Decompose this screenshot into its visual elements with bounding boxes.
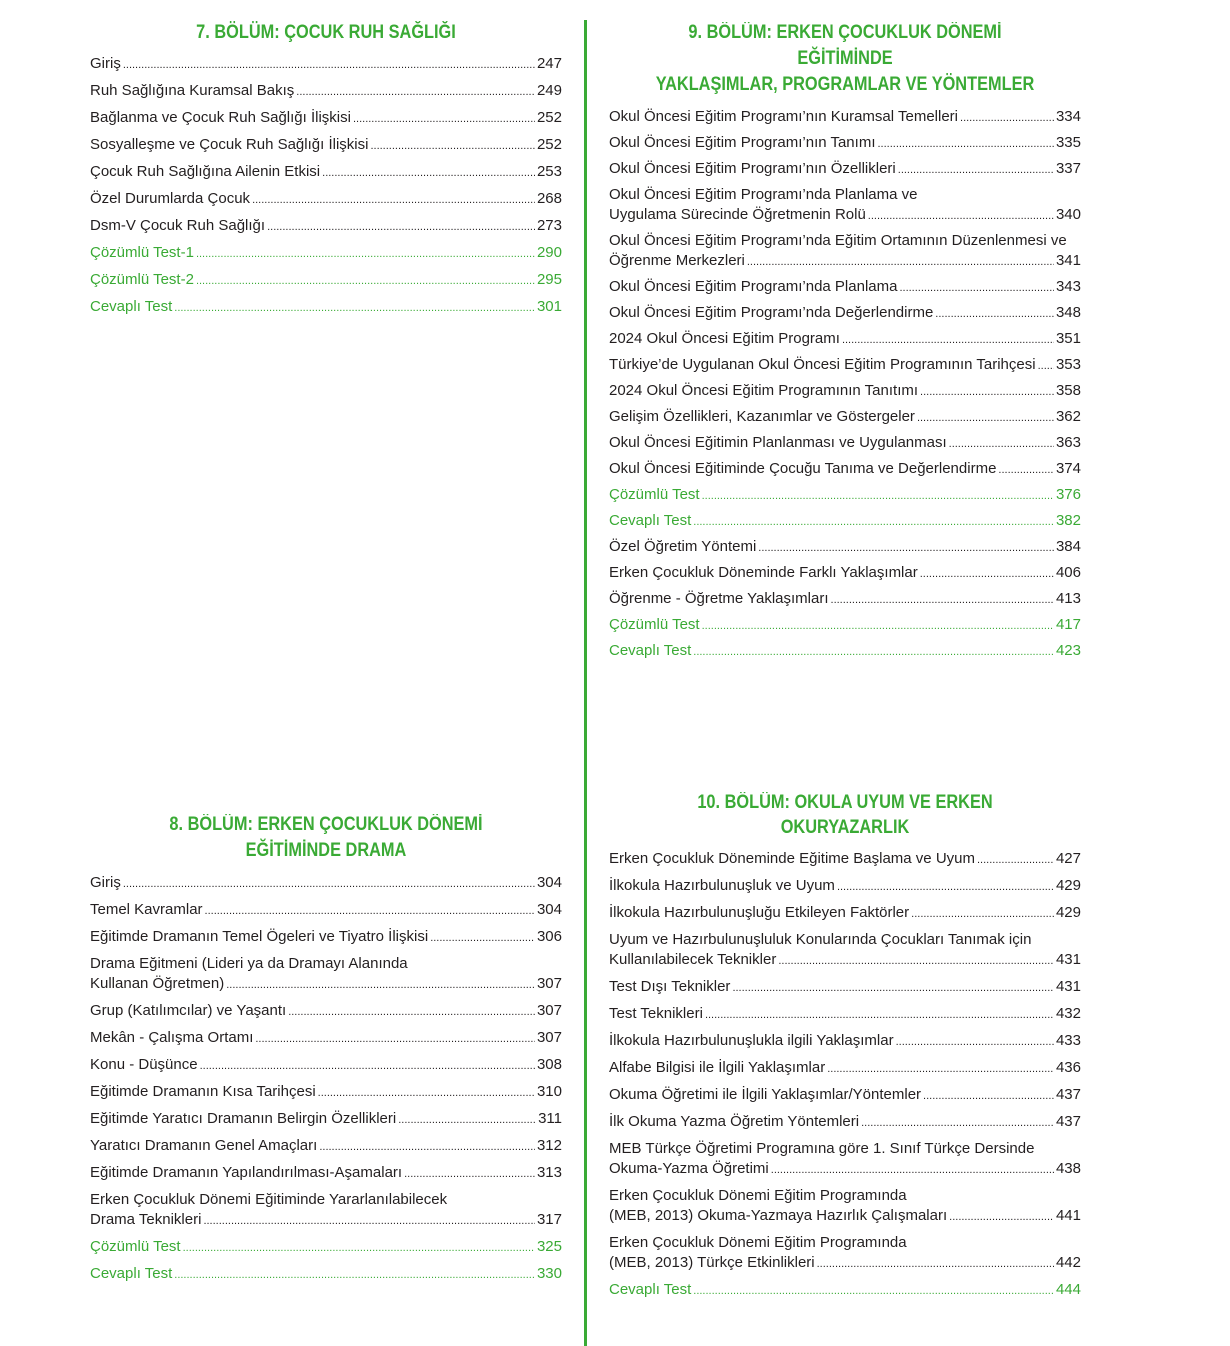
dot-leader [255,1028,535,1049]
toc-entry-label: Okul Öncesi Eğitim Programı’nın Özellikleri [609,159,896,177]
toc-entry-label: Türkiye’de Uygulanan Okul Öncesi Eğitim Programının Tarihçesi [609,355,1036,373]
toc-entry-page-number: 413 [1055,589,1081,607]
toc-entry-label: Cevaplı Test [90,1265,173,1282]
toc-entry-label: Cevaplı Test [609,641,692,659]
toc-entry[interactable] [90,1187,562,1234]
dot-leader [404,1163,535,1184]
toc-entry-page-number: 437 [1055,1086,1081,1103]
toc-entry-page-number: 362 [1055,407,1081,425]
toc-entry[interactable] [609,1230,1081,1277]
toc-entry-label: Cevaplı Test [609,511,692,529]
dot-leader [732,977,1054,998]
toc-entry-label-line1: MEB Türkçe Öğretimi Programına göre 1. Sınıf Türkçe Dersinde [609,1140,1035,1157]
chapter-9-title [642,20,1048,98]
toc-entry-label-line1: Erken Çocukluk Dönemi Eğitim Programında [609,1234,907,1251]
toc-entry[interactable] [609,228,1081,274]
toc-entry-page-number: 304 [536,901,562,918]
chapter-9-title-line2: YAKLAŞIMLAR, PROGRAMLAR VE YÖNTEMLER [655,74,1035,95]
toc-entry[interactable] [609,560,1081,586]
toc-entry-page-number: 325 [536,1238,562,1255]
toc-entry-page-number: 311 [538,1110,562,1127]
dot-leader [831,589,1054,610]
dot-leader [949,1206,1054,1227]
toc-entry[interactable] [90,267,562,294]
toc-entry[interactable] [90,1052,562,1079]
toc-entry-page-number: 295 [536,271,562,288]
dot-leader [920,381,1054,402]
dot-leader [923,1085,1054,1106]
toc-entry-label: Çocuk Ruh Sağlığına Ailenin Etkisi [90,163,321,180]
toc-entry-label: Okul Öncesi Eğitimin Planlanması ve Uygulanması [609,433,947,451]
toc-entry-label: Kullanılabilecek Teknikler [609,951,777,968]
chapter-8 [90,812,562,1288]
dot-leader [318,1082,535,1103]
chapter-8-entries [90,870,562,1288]
toc-entry-page-number: 301 [536,298,562,315]
dot-leader [123,54,535,75]
toc-entry-page-number: 306 [536,928,562,945]
toc-entry-label: Test Teknikleri [609,1005,703,1022]
dot-leader [370,135,535,156]
dot-leader [868,205,1054,226]
toc-entry-page-number: 310 [536,1083,562,1100]
toc-entry[interactable] [90,1106,562,1133]
toc-entry-label: Okul Öncesi Eğitim Programı’nda Değerlendirme [609,303,934,321]
toc-entry-label: Cevaplı Test [609,1281,692,1298]
toc-entry-label: Test Dışı Teknikler [609,978,731,995]
toc-entry-label: 2024 Okul Öncesi Eğitim Programının Tanıtımı [609,381,919,399]
toc-entry[interactable] [90,240,562,267]
column-divider [584,20,587,1346]
toc-entry-label: Okul Öncesi Eğitim Programı’nda Planlama [609,277,898,295]
toc-entry-label: Drama Teknikleri [90,1211,202,1228]
toc-entry[interactable] [609,326,1081,352]
dot-leader [196,270,535,291]
toc-entry[interactable] [609,1055,1081,1082]
toc-entry-page-number: 317 [536,1211,562,1228]
toc-entry-label: İlkokula Hazırbulunuşluğu Etkileyen Faktörler [609,904,910,921]
chapter-7 [90,20,562,321]
toc-entry[interactable] [90,1079,562,1106]
dot-leader [693,511,1054,532]
dot-leader [842,329,1054,350]
toc-entry-page-number: 444 [1055,1281,1081,1298]
dot-leader [758,537,1054,558]
dot-leader [827,1058,1054,1079]
toc-entry[interactable] [609,404,1081,430]
toc-entry[interactable] [90,78,562,105]
toc-entry[interactable] [609,378,1081,404]
dot-leader [705,1004,1054,1025]
toc-entry-label: Okul Öncesi Eğitim Programı’nın Kuramsal Temelleri [609,107,959,125]
dot-leader [911,903,1054,924]
toc-entry-page-number: 442 [1055,1254,1081,1271]
dot-leader [898,159,1054,180]
toc-entry-page-number: 252 [536,109,562,126]
toc-entry-page-number: 335 [1055,133,1081,151]
toc-entry[interactable] [609,130,1081,156]
toc-entry[interactable] [90,1234,562,1261]
toc-entry-label: (MEB, 2013) Okuma-Yazmaya Hazırlık Çalışmaları [609,1207,948,1224]
toc-entry[interactable] [90,1025,562,1052]
dot-leader [1038,355,1054,376]
toc-entry-page-number: 384 [1055,537,1081,555]
toc-entry-page-number: 348 [1055,303,1081,321]
dot-leader [702,615,1054,636]
dot-leader [771,1159,1054,1180]
chapter-9-entries [609,104,1081,664]
toc-entry[interactable] [609,846,1081,873]
dot-leader [430,927,535,948]
chapter-8-title-line2: EĞİTİMİNDE DRAMA [245,840,407,861]
toc-entry[interactable] [609,300,1081,326]
toc-entry-page-number: 307 [536,1029,562,1046]
toc-entry[interactable] [609,156,1081,182]
dot-leader [183,1237,535,1258]
toc-entry[interactable] [609,638,1081,664]
toc-entry[interactable] [90,132,562,159]
dot-leader [920,563,1054,584]
toc-entry[interactable] [90,1133,562,1160]
toc-entry-page-number: 308 [536,1056,562,1073]
toc-entry[interactable] [609,274,1081,300]
toc-entry-page-number: 431 [1055,951,1081,968]
toc-entry-label: Cevaplı Test [90,298,173,315]
toc-entry[interactable] [609,1028,1081,1055]
dot-leader [296,81,535,102]
toc-entry-label: Gelişim Özellikleri, Kazanımlar ve Göstergeler [609,407,915,425]
toc-entry-label: Kullanan Öğretmen) [90,975,225,992]
dot-leader [288,1001,535,1022]
toc-entry-label-line1: Erken Çocukluk Dönemi Eğitim Programında [609,1187,907,1204]
toc-entry-label: Dsm-V Çocuk Ruh Sağlığı [90,217,266,234]
chapter-8-title [123,812,529,864]
dot-leader [174,297,535,318]
toc-entry-label: Özel Öğretim Yöntemi [609,537,757,555]
toc-entry-page-number: 376 [1055,485,1081,503]
toc-entry-label-line1: Erken Çocukluk Dönemi Eğitiminde Yararlanılabilecek [90,1191,448,1208]
toc-entry[interactable] [90,51,562,78]
dot-leader [693,641,1054,662]
toc-entry-label-line1: Okul Öncesi Eğitim Programı’nda Planlama ve [609,185,918,203]
toc-entry-page-number: 436 [1055,1059,1081,1076]
toc-entry-page-number: 337 [1055,159,1081,177]
toc-entry[interactable] [609,456,1081,482]
toc-entry-page-number: 358 [1055,381,1081,399]
toc-entry-page-number: 249 [536,82,562,99]
dot-leader [747,251,1054,272]
toc-entry-page-number: 312 [536,1137,562,1154]
dot-leader [322,162,535,183]
dot-leader [702,485,1054,506]
dot-leader [778,950,1054,971]
toc-entry-label: İlkokula Hazırbulunuşlukla ilgili Yaklaşımlar [609,1032,894,1049]
dot-leader [861,1112,1054,1133]
dot-leader [174,1264,535,1285]
toc-entry-label-line1: Okul Öncesi Eğitim Programı’nda Eğitim Ortamının Düzenlenmesi ve [609,231,1067,249]
dot-leader [353,108,535,129]
toc-entry-label: Çözümlü Test-1 [90,244,194,261]
chapter-8-title-line1: 8. BÖLÜM: ERKEN ÇOCUKLUK DÖNEMİ [169,814,483,835]
toc-entry-page-number: 433 [1055,1032,1081,1049]
toc-entry-page-number: 432 [1055,1005,1081,1022]
toc-entry-page-number: 340 [1055,205,1081,223]
toc-entry-page-number: 431 [1055,978,1081,995]
toc-entry-label: Bağlanma ve Çocuk Ruh Sağlığı İlişkisi [90,109,351,126]
toc-entry-label: Alfabe Bilgisi ile İlgili Yaklaşımlar [609,1059,826,1076]
toc-entry[interactable] [609,352,1081,378]
toc-entry-label-line1: Uyum ve Hazırbulunuşluluk Konularında Çocukları Tanımak için [609,931,1032,948]
dot-leader [203,1210,535,1231]
toc-entry-page-number: 252 [536,136,562,153]
dot-leader [205,900,535,921]
dot-leader [960,107,1054,128]
dot-leader [319,1136,535,1157]
toc-entry-page-number: 429 [1055,877,1081,894]
dot-leader [877,133,1053,154]
toc-entry[interactable] [90,105,562,132]
toc-entry-page-number: 307 [536,1002,562,1019]
dot-leader [837,876,1054,897]
dot-leader [196,243,535,264]
chapter-10 [609,790,1081,1304]
toc-entry[interactable] [90,951,562,998]
toc-entry-label: Öğrenme Merkezleri [609,251,745,269]
chapter-10-entries [609,846,1081,1304]
toc-entry[interactable] [609,534,1081,560]
toc-entry[interactable] [609,900,1081,927]
dot-leader [252,189,535,210]
toc-entry-label: Eğitimde Yaratıcı Dramanın Belirgin Özellikleri [90,1110,397,1127]
toc-entry-label: Okul Öncesi Eğitim Programı’nın Tanımı [609,133,876,151]
toc-entry[interactable] [90,1160,562,1187]
toc-entry-label-line1: Drama Eğitmeni (Lideri ya da Dramayı Alanında [90,955,408,972]
toc-entry-label: Çözümlü Test [609,485,700,503]
toc-entry[interactable] [90,294,562,321]
toc-entry-label: Eğitimde Dramanın Yapılandırılması-Aşamaları [90,1164,403,1181]
dot-leader [899,277,1054,298]
dot-leader [998,459,1054,480]
dot-leader [267,216,535,237]
toc-entry-page-number: 330 [536,1265,562,1282]
toc-entry-label: Giriş [90,874,121,891]
toc-entry-label: (MEB, 2013) Türkçe Etkinlikleri [609,1254,815,1271]
dot-leader [949,433,1054,454]
toc-entry-label: Sosyalleşme ve Çocuk Ruh Sağlığı İlişkisi [90,136,369,153]
toc-entry[interactable] [609,612,1081,638]
toc-entry[interactable] [609,1183,1081,1230]
toc-entry[interactable] [609,104,1081,130]
toc-entry-page-number: 253 [536,163,562,180]
toc-entry[interactable] [609,1109,1081,1136]
toc-entry[interactable] [609,482,1081,508]
chapter-9-title-line1: 9. BÖLÜM: ERKEN ÇOCUKLUK DÖNEMİ EĞİTİMİNDE [688,22,1002,69]
toc-entry-page-number: 374 [1055,459,1081,477]
toc-entry-label: Giriş [90,55,121,72]
toc-entry-page-number: 290 [536,244,562,261]
toc-entry[interactable] [90,870,562,897]
toc-entry-label: Ruh Sağlığına Kuramsal Bakış [90,82,295,99]
chapter-9 [609,20,1081,664]
toc-entry-page-number: 353 [1055,355,1081,373]
dot-leader [226,974,535,995]
toc-entry-page-number: 304 [536,874,562,891]
toc-entry-label: Mekân - Çalışma Ortamı [90,1029,254,1046]
toc-entry[interactable] [609,586,1081,612]
dot-leader [935,303,1054,324]
toc-entry-page-number: 247 [536,55,562,72]
toc-entry[interactable] [609,927,1081,974]
dot-leader [693,1280,1054,1301]
toc-entry-label: Grup (Katılımcılar) ve Yaşantı [90,1002,287,1019]
dot-leader [817,1253,1054,1274]
toc-entry-label: Konu - Düşünce [90,1056,198,1073]
toc-entry-label: Okuma Öğretimi ile İlgili Yaklaşımlar/Yöntemler [609,1086,922,1103]
dot-leader [896,1031,1054,1052]
toc-entry-page-number: 273 [536,217,562,234]
toc-entry-label: Çözümlü Test [90,1238,181,1255]
chapter-7-title: 7. BÖLÜM: ÇOCUK RUH SAĞLIĞI [196,22,456,43]
toc-entry[interactable] [609,182,1081,228]
toc-entry[interactable] [609,430,1081,456]
toc-entry[interactable] [609,1136,1081,1183]
toc-entry-label: 2024 Okul Öncesi Eğitim Programı [609,329,840,347]
chapter-7-entries [90,51,562,321]
toc-entry[interactable] [90,1261,562,1288]
chapter-10-title: 10. BÖLÜM: OKULA UYUM VE ERKEN OKURYAZARLIK [697,792,993,838]
toc-entry[interactable] [609,974,1081,1001]
toc-entry-label: Çözümlü Test [609,615,700,633]
toc-entry-label: İlk Okuma Yazma Öğretim Yöntemleri [609,1113,860,1130]
toc-entry-page-number: 423 [1055,641,1081,659]
toc-entry[interactable] [90,924,562,951]
toc-entry-label: Eğitimde Dramanın Kısa Tarihçesi [90,1083,316,1100]
toc-entry-label: Erken Çocukluk Döneminde Eğitime Başlama ve Uyum [609,850,975,867]
toc-entry[interactable] [90,998,562,1025]
toc-entry-label: İlkokula Hazırbulunuşluk ve Uyum [609,877,835,894]
toc-entry-page-number: 417 [1055,615,1081,633]
toc-entry-page-number: 313 [536,1164,562,1181]
toc-entry[interactable] [90,897,562,924]
toc-entry-label: Eğitimde Dramanın Temel Ögeleri ve Tiyatro İlişkisi [90,928,429,945]
toc-entry-page-number: 438 [1055,1160,1081,1177]
dot-leader [977,849,1054,870]
dot-leader [123,873,535,894]
toc-entry-label: Okul Öncesi Eğitiminde Çocuğu Tanıma ve Değerlendirme [609,459,997,477]
toc-entry[interactable] [609,1277,1081,1304]
toc-entry[interactable] [609,508,1081,534]
toc-entry-page-number: 343 [1055,277,1081,295]
dot-leader [917,407,1054,428]
toc-entry-label: Temel Kavramlar [90,901,203,918]
toc-entry-label: Çözümlü Test-2 [90,271,194,288]
toc-entry[interactable] [609,1001,1081,1028]
toc-entry-page-number: 427 [1055,850,1081,867]
toc-entry-label: Uygulama Sürecinde Öğretmenin Rolü [609,205,866,223]
toc-entry-page-number: 351 [1055,329,1081,347]
dot-leader [398,1109,536,1130]
toc-entry[interactable] [90,213,562,240]
toc-entry-label: Öğrenme - Öğretme Yaklaşımları [609,589,829,607]
toc-entry-label: Özel Durumlarda Çocuk [90,190,251,207]
toc-entry[interactable] [90,159,562,186]
toc-entry[interactable] [609,1082,1081,1109]
toc-entry-label: Erken Çocukluk Döneminde Farklı Yaklaşımlar [609,563,918,581]
toc-entry-page-number: 406 [1055,563,1081,581]
toc-entry-page-number: 429 [1055,904,1081,921]
toc-entry-page-number: 341 [1055,251,1081,269]
toc-entry[interactable] [90,186,562,213]
toc-entry-label: Okuma-Yazma Öğretimi [609,1160,769,1177]
toc-entry[interactable] [609,873,1081,900]
toc-entry-page-number: 382 [1055,511,1081,529]
toc-entry-page-number: 437 [1055,1113,1081,1130]
toc-entry-label: Yaratıcı Dramanın Genel Amaçları [90,1137,318,1154]
toc-entry-page-number: 441 [1055,1207,1081,1224]
toc-entry-page-number: 363 [1055,433,1081,451]
toc-entry-page-number: 334 [1055,107,1081,125]
toc-entry-page-number: 307 [536,975,562,992]
dot-leader [200,1055,535,1076]
toc-entry-page-number: 268 [536,190,562,207]
